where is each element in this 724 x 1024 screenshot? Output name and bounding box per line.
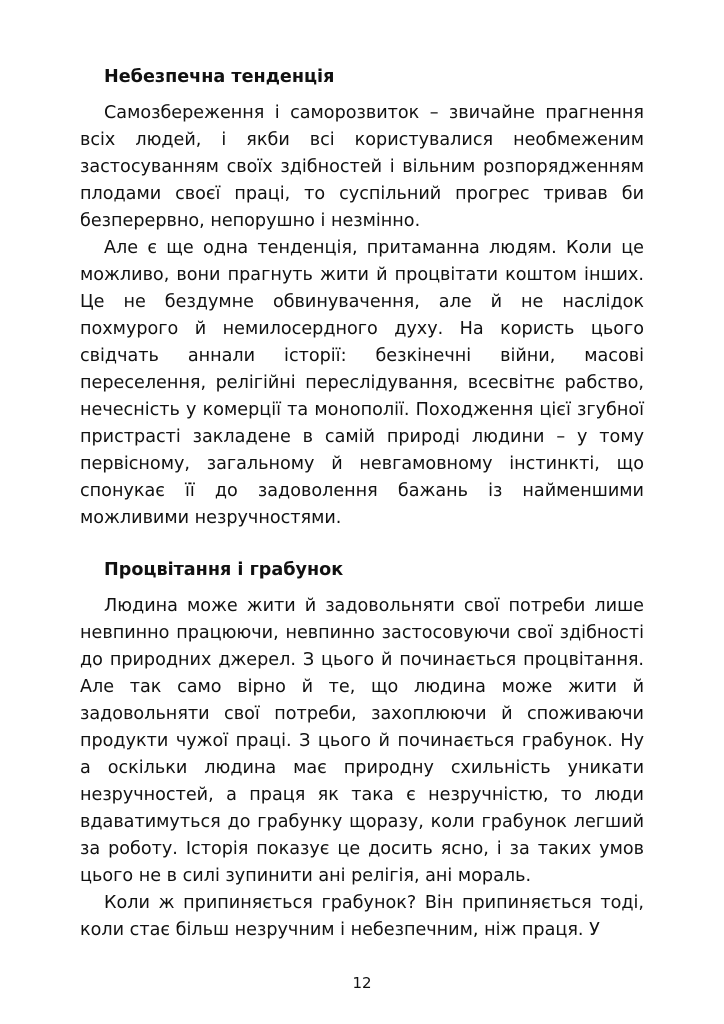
section-title-prosperity-and-plunder: Процвітання і грабунок <box>104 560 344 580</box>
section-title-dangerous-tendency: Небезпечна тенденція <box>104 67 335 87</box>
book-page <box>80 64 644 944</box>
paragraph: Самозбереження і саморозвиток – звичайне прагнення всіх людей, і якби всі користувалися необмеженим застосуванням своїх здібностей і вільним розпорядженням плодами своєї праці, то суспільний прогрес тривав би безперервно, непорушно і незмінно. <box>80 103 644 231</box>
page-number: 12 <box>352 974 372 992</box>
paragraph: Але є ще одна тенденція, притаманна людям. Коли це можливо, вони прагнуть жити й процвітати коштом інших. Це не бездумне обвинувачення, але й не наслідок похмурого й немилосердного духу. На користь цього свідчать аннали історії: безкінечні війни, масові переселення, релігійні переслідування, всесвітнє рабство, нечесність у комерції та монополії. Походження цієї згубної пристрасті закладене в самій природі людини – у тому первісному, загальному й невгамовному інстинкті, що спонукає її до задоволення бажань із найменшими можливими незручностями. <box>80 238 644 528</box>
paragraph: Людина може жити й задовольняти свої потреби лише невпинно працюючи, невпинно застосовуючи свої здібності до природних джерел. З цього й починається процвітання. Але так само вірно й те, що людина може жити й задовольняти свої потреби, захоплюючи й споживаючи продукти чужої праці. З цього й починається грабунок. Ну а оскільки людина має природну схильність уникати незручностей, а праця як така є незручністю, то люди вдаватимуться до грабунку щоразу, коли грабунок легший за роботу. Історія показує це досить ясно, і за таких умов цього не в силі зупинити ані релігія, ані мораль. <box>80 596 644 886</box>
paragraph: Коли ж припиняється грабунок? Він припиняється тоді, коли стає більш незручним і небезпечним, ніж праця. У <box>80 893 644 940</box>
